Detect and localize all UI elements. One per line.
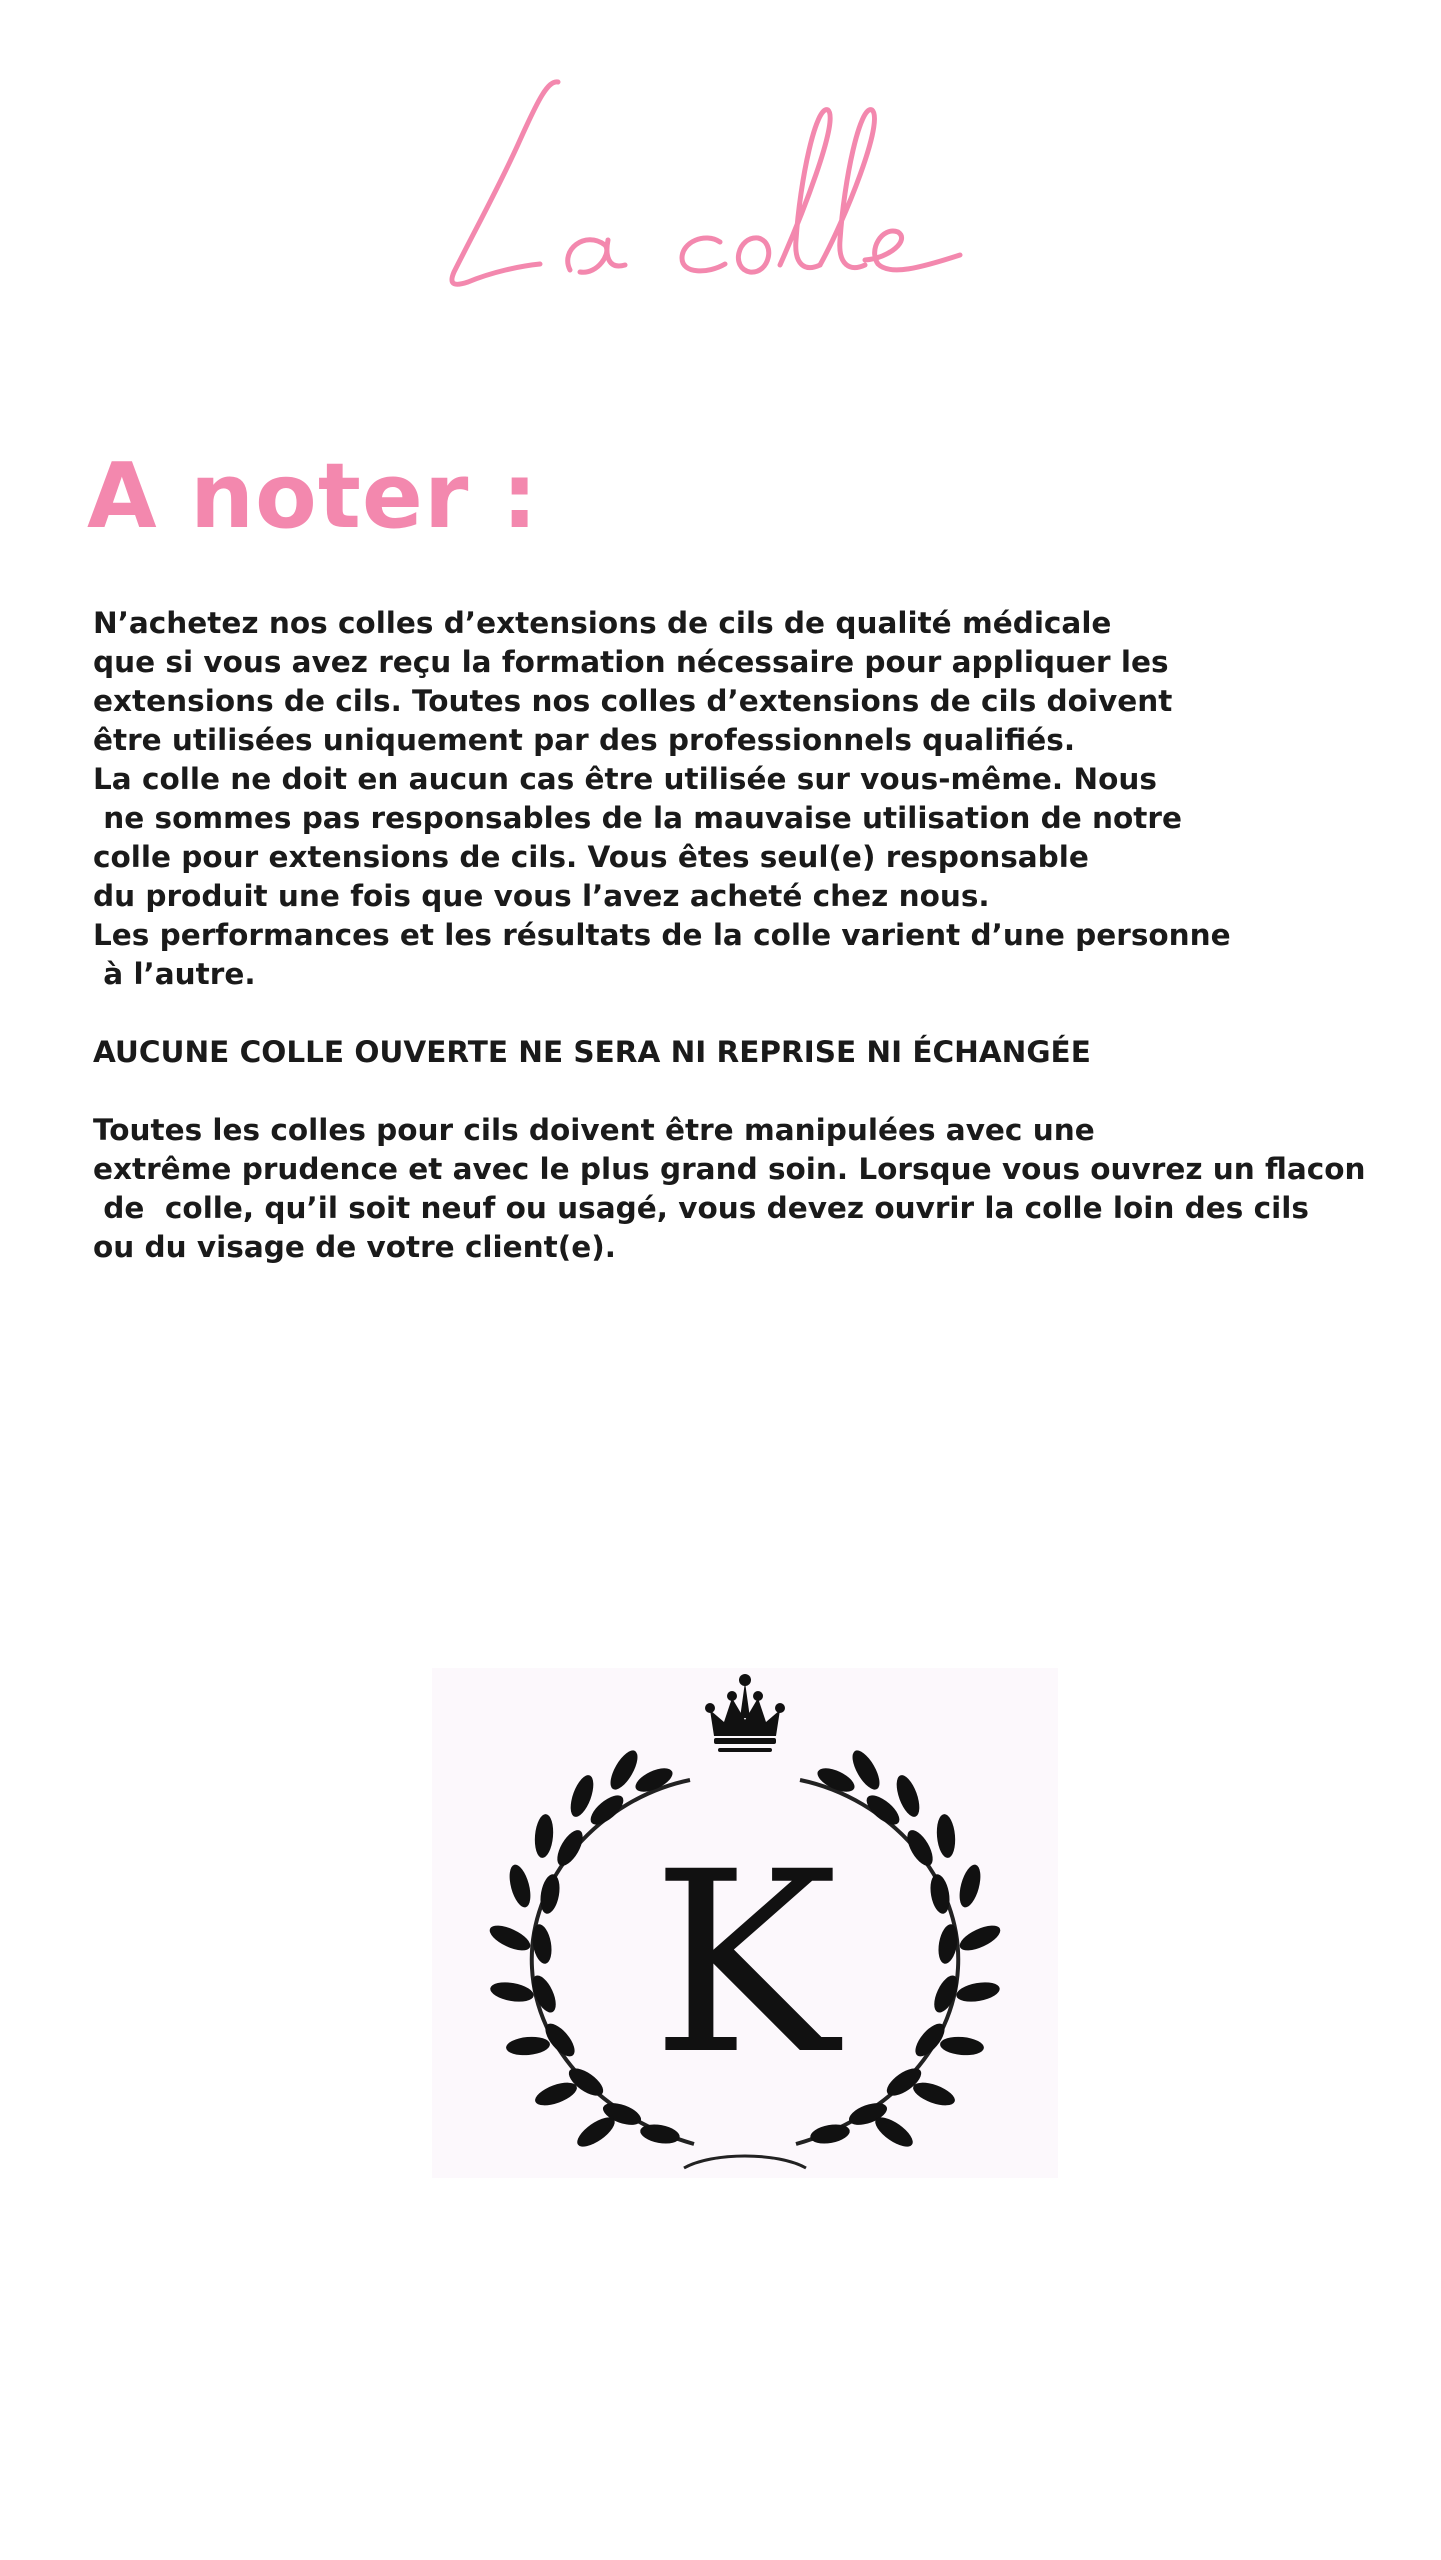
text-line: que si vous avez reçu la formation nécessaire pour appliquer les bbox=[93, 645, 1169, 679]
text-line: La colle ne doit en aucun cas être utilisée sur vous-même. Nous bbox=[93, 762, 1157, 796]
warning-paragraph bbox=[93, 604, 1433, 994]
no-return-notice: AUCUNE COLLE OUVERTE NE SERA NI REPRISE NI ÉCHANGÉE bbox=[93, 1035, 1091, 1069]
text-line: ne sommes pas responsables de la mauvaise utilisation de notre bbox=[93, 801, 1182, 835]
text-line: Les performances et les résultats de la colle varient d’une personne bbox=[93, 918, 1231, 952]
page-title bbox=[420, 60, 1020, 320]
text-line: Toutes les colles pour cils doivent être manipulées avec une bbox=[93, 1113, 1095, 1147]
script-title-graphic bbox=[420, 60, 1020, 320]
text-line: à l’autre. bbox=[93, 957, 256, 991]
crown-laurel-monogram-icon bbox=[432, 1668, 1058, 2178]
section-heading: A noter : bbox=[87, 444, 539, 549]
handling-paragraph bbox=[93, 1111, 1433, 1267]
text-line: N’achetez nos colles d’extensions de cils de qualité médicale bbox=[93, 606, 1112, 640]
text-line: être utilisées uniquement par des professionnels qualifiés. bbox=[93, 723, 1076, 757]
text-line: du produit une fois que vous l’avez acheté chez nous. bbox=[93, 879, 990, 913]
monogram-letter: K bbox=[651, 1818, 839, 2109]
text-line: colle pour extensions de cils. Vous êtes seul(e) responsable bbox=[93, 840, 1089, 874]
text-line: extensions de cils. Toutes nos colles d’extensions de cils doivent bbox=[93, 684, 1173, 718]
text-line: ou du visage de votre client(e). bbox=[93, 1230, 616, 1264]
text-line: de colle, qu’il soit neuf ou usagé, vous devez ouvrir la colle loin des cils bbox=[93, 1191, 1309, 1225]
text-line: extrême prudence et avec le plus grand soin. Lorsque vous ouvrez un flacon bbox=[93, 1152, 1366, 1186]
brand-logo bbox=[432, 1668, 1058, 2178]
notice-content bbox=[93, 604, 1433, 1267]
